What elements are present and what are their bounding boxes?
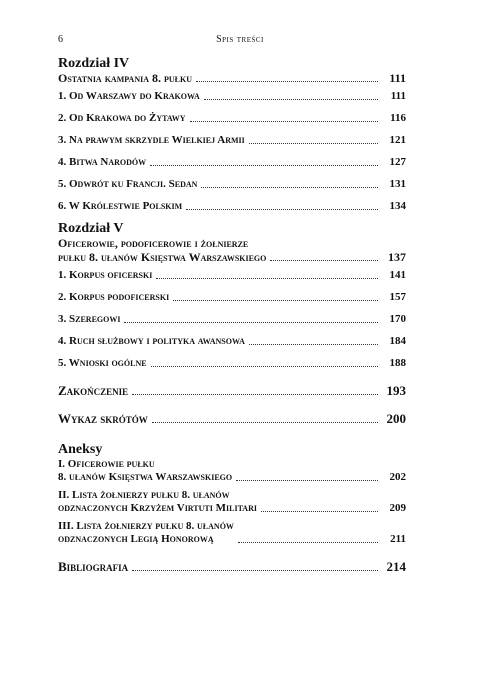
table-of-contents (58, 56, 406, 574)
toc-entry: 4. Ruch służbowy i polityka awansowa 184 (58, 335, 406, 347)
leader-dots (270, 259, 378, 261)
toc-entry: 2. Korpus podoficerski 157 (58, 291, 406, 303)
leader-dots (238, 541, 378, 543)
toc-entry: 2. Od Krakowa do Żytawy 116 (58, 112, 406, 124)
page-ref: 170 (389, 313, 406, 325)
leader-dots (151, 365, 378, 367)
page-number: 6 (58, 34, 63, 45)
page-ref: 111 (390, 90, 406, 102)
running-title: Spis treści (216, 34, 264, 45)
page-ref: 141 (389, 269, 406, 281)
leader-dots (196, 80, 378, 82)
toc-bibliography: Bibliografia 214 (58, 559, 406, 574)
toc-entry: 6. W Królestwie Polskim 134 (58, 200, 406, 212)
toc-abbreviations: Wykaz skrótów 200 (58, 411, 406, 426)
page-ref: 137 (388, 250, 406, 264)
annex-entry: III. Lista żołnierzy pułku 8. ułanów odznaczonych Legią Honorową 211 (58, 520, 406, 545)
leader-dots (186, 208, 378, 210)
chapter-5-title: Oficerowie, podoficerowie i żołnierze pułku 8. ułanów Księstwa Warszawskiego 137 (58, 236, 406, 264)
leader-dots (124, 321, 378, 323)
page-ref: 157 (389, 291, 406, 303)
page-header (58, 34, 422, 48)
leader-dots (152, 421, 378, 423)
leader-dots (204, 98, 378, 100)
toc-entry: 4. Bitwa Narodów 127 (58, 156, 406, 168)
annex-entry: I. Oficerowie pułku 8. ułanów Księstwa Warszawskiego 202 (58, 458, 406, 483)
annex-heading: Aneksy (58, 442, 103, 457)
leader-dots (249, 343, 378, 345)
leader-dots (150, 164, 378, 166)
page-ref: 184 (389, 335, 406, 347)
leader-dots (249, 142, 378, 144)
leader-dots (236, 479, 378, 481)
toc-entry: 5. Odwrót ku Francji. Sedan 131 (58, 178, 406, 190)
leader-dots (261, 510, 378, 512)
page-ref: 121 (389, 134, 406, 146)
leader-dots (190, 120, 378, 122)
chapter-4-heading: Rozdział IV (58, 56, 130, 71)
chapter-5-heading: Rozdział V (58, 221, 124, 236)
page-ref: 209 (389, 502, 406, 514)
leader-dots (156, 277, 378, 279)
toc-entry: 5. Wnioski ogólne 188 (58, 357, 406, 369)
page-ref: 134 (389, 200, 406, 212)
page-ref: 200 (386, 411, 406, 426)
chapter-4-title: Ostatnia kampania 8. pułku 111 (58, 71, 406, 85)
page-ref: 188 (389, 357, 406, 369)
page-ref: 211 (390, 533, 406, 545)
toc-entry: 1. Od Warszawy do Krakowa 111 (58, 90, 406, 102)
leader-dots (132, 393, 378, 395)
leader-dots (173, 299, 378, 301)
toc-entry: 1. Korpus oficerski 141 (58, 269, 406, 281)
leader-dots (132, 569, 378, 571)
page-ref: 116 (390, 112, 406, 124)
toc-conclusion: Zakończenie 193 (58, 383, 406, 398)
page-ref: 131 (389, 178, 406, 190)
page-ref: 214 (386, 559, 406, 574)
page-ref: 202 (389, 471, 406, 483)
page-ref: 193 (386, 383, 406, 398)
toc-entry: 3. Na prawym skrzydle Wielkiej Armii 121 (58, 134, 406, 146)
toc-entry: 3. Szeregowi 170 (58, 313, 406, 325)
page-ref: 127 (389, 156, 406, 168)
page-ref: 111 (389, 71, 406, 85)
annex-entry: II. Lista żołnierzy pułku 8. ułanów odznaczonych Krzyżem Virtuti Militari 209 (58, 489, 406, 514)
leader-dots (201, 186, 378, 188)
